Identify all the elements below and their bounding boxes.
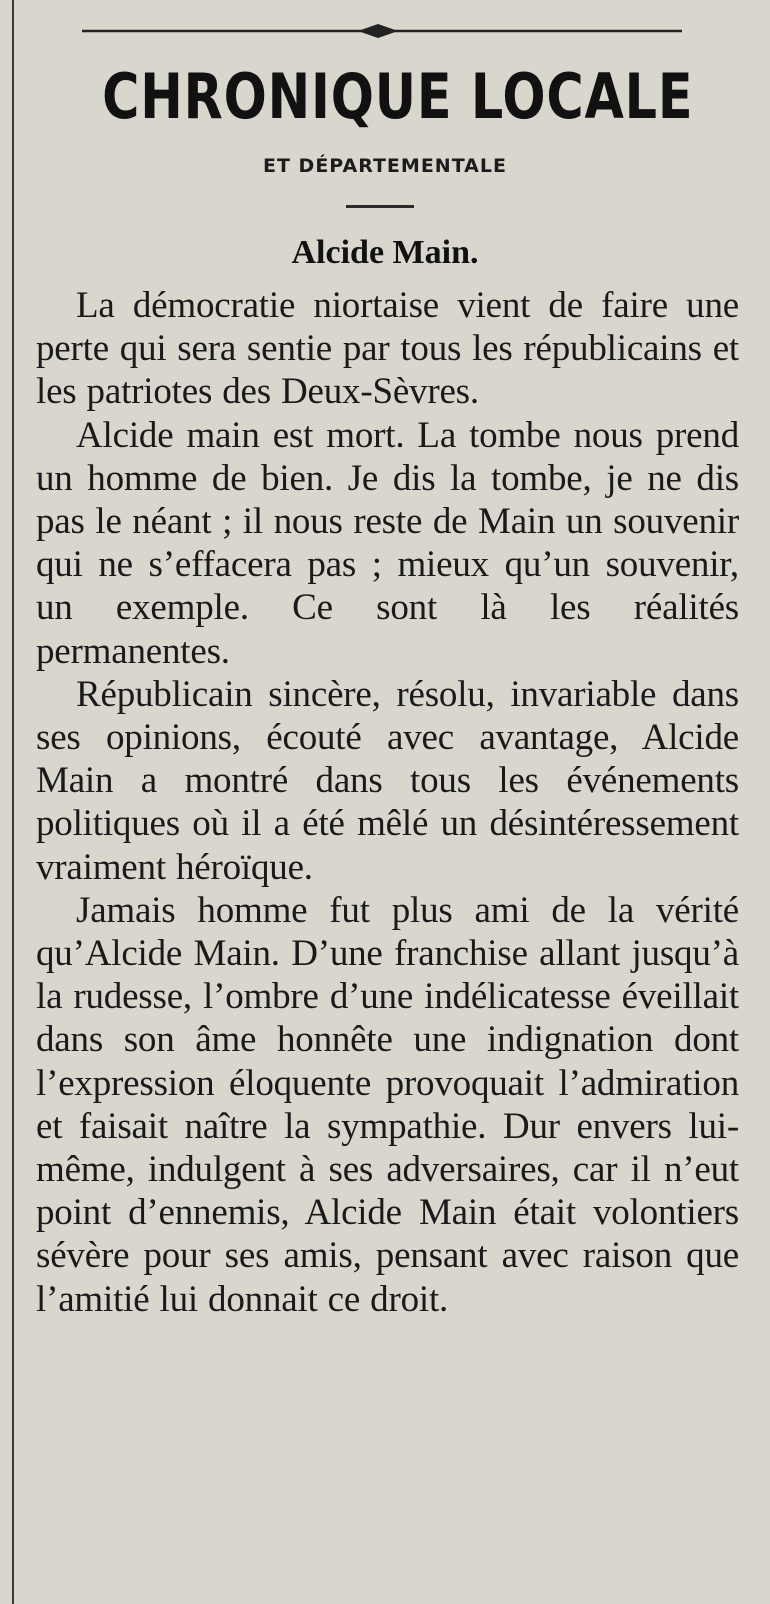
article-paragraph: Jamais homme fut plus ami de la vérité qu’Alcide Main. D’une franchise allant jusqu’à la rudesse, l’ombre d’une indélicatesse éveillait dans son âme honnête une indignation dont l’expression éloquente provoquait l’admiration et faisait naître la sympathie. Dur envers lui-même, indulgent à ses adversaires, car il n’eut point d’ennemis, Alcide Main était volontiers sévère pour ses amis, pensant avec raison que l’amitié lui donnait ce droit.	[36, 889, 739, 1320]
article-paragraph: La démocratie niortaise vient de faire une perte qui sera sentie par tous les républicains et les patriotes des Deux-Sèvres.	[36, 285, 739, 413]
article-title: Alcide Main.	[291, 234, 479, 271]
section-title: CHRONIQUE LOCALE	[102, 60, 694, 133]
article-paragraph: Républicain sincère, résolu, invariable dans ses opinions, écouté avec avantage, Alcide Main a montré dans tous les événements politiques où il a été mêlé un désintéressement vraiment héroïque.	[36, 673, 739, 888]
article-body	[36, 284, 739, 1321]
divider	[346, 205, 414, 208]
ornamental-rule	[82, 20, 682, 42]
section-subtitle: ET DÉPARTEMENTALE	[263, 155, 507, 177]
article-paragraph: Alcide main est mort. La tombe nous prend un homme de bien. Je dis la tombe, je ne dis pas le néant ; il nous reste de Main un souvenir qui ne s’effacera pas ; mieux qu’un souvenir, un exemple. Ce sont là les réalités permanentes.	[36, 414, 739, 672]
column-rule	[12, 0, 14, 1604]
